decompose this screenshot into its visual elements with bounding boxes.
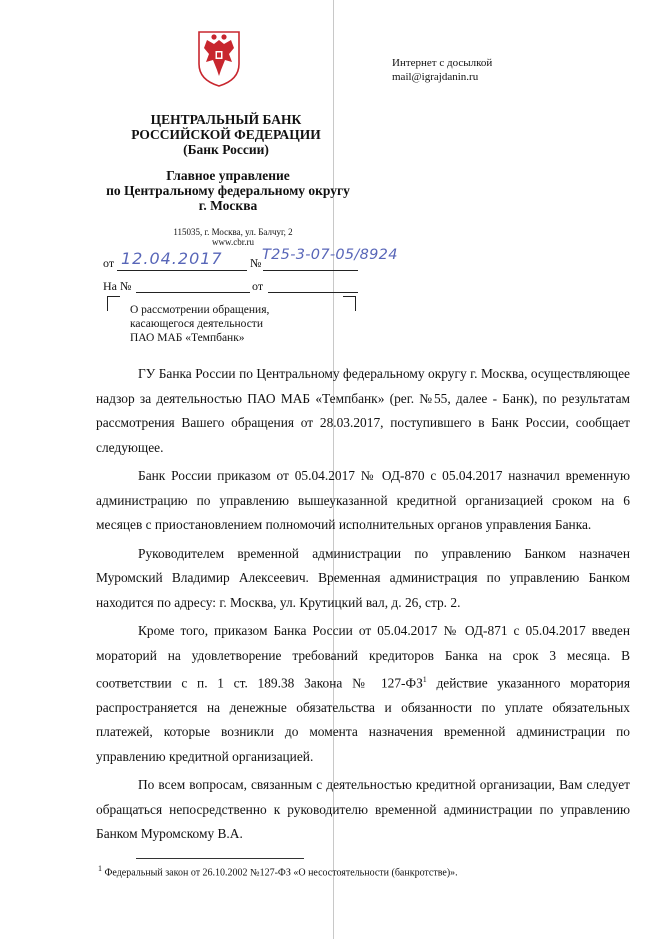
dept-line3: г. Москва — [198, 198, 258, 213]
website-line: www.cbr.ru — [212, 237, 254, 247]
subject-bracket-right — [343, 296, 356, 311]
paragraph-4 — [96, 619, 630, 769]
reference-label: На № — [103, 279, 132, 293]
bank-name-line2: РОССИЙСКОЙ ФЕДЕРАЦИИ — [131, 127, 321, 142]
paragraph-2: Банк России приказом от 05.04.2017 № ОД-870 с 05.04.2017 назначил временную администрацию по управлению вышеуказанной кредитной организацией сроком на 6 месяцев с приостановлением полномочий исполнительных органов управления Банка. — [96, 468, 630, 532]
reference-underline — [136, 292, 250, 293]
paragraph-1: ГУ Банка России по Центральному федеральному округу г. Москва, осуществляющее надзор за деятельностью ПАО МАБ «Темпбанк» (рег. №55, далее - Банк), по результатам рассмотрения Вашего обращения от 28.03.2017, поступившего в Банк России, сообщает следующее. — [96, 366, 630, 455]
coat-of-arms-icon — [196, 24, 242, 88]
recipient-block — [392, 56, 492, 84]
handwritten-number: Т25-3-07-05/8924 — [262, 247, 398, 263]
letter-body — [96, 362, 630, 851]
footnote-ref: 1 — [422, 675, 427, 684]
bank-name — [110, 112, 342, 157]
subject-block — [130, 303, 269, 345]
reference-from-label: от — [252, 279, 264, 293]
footnote-text: Федеральный закон от 26.10.2002 №127-ФЗ «О несостоятельности (банкротстве)». — [102, 867, 458, 879]
number-label: № — [250, 256, 262, 270]
bank-name-line3: (Банк России) — [183, 142, 269, 157]
footnote-marker: 1 — [98, 864, 102, 873]
dept-line1: Главное управление — [166, 168, 290, 183]
address-line: 115035, г. Москва, ул. Балчуг, 2 — [173, 227, 293, 237]
subject-bracket-left — [107, 296, 120, 311]
number-underline — [263, 270, 358, 271]
bank-name-line1: ЦЕНТРАЛЬНЫЙ БАНК — [150, 112, 302, 127]
date-label: от — [103, 256, 115, 270]
subject-line3: ПАО МАБ «Темпбанк» — [130, 332, 245, 344]
handwritten-date: 12.04.2017 — [121, 249, 223, 268]
subject-line2: касающегося деятельности — [130, 318, 263, 330]
dept-line2: по Центральному федеральному округу — [106, 183, 350, 198]
reference-date-underline — [268, 292, 358, 293]
department-name — [98, 168, 358, 213]
paragraph-5: По всем вопросам, связанным с деятельностью кредитной организации, Вам следует обращаться непосредственно к руководителю временной администрации по управлению Банком Муромскому В.А. — [96, 777, 630, 842]
bank-address — [128, 227, 338, 247]
paragraph-3: Руководителем временной администрации по управлению Банком назначен Муромский Владимир Алексеевич. Временная администрация по управлению Банком находится по адресу: г. Москва, ул. Крутицкий вал, д. 26, стр. 2. — [96, 545, 630, 610]
subject-line1: О рассмотрении обращения, — [130, 304, 270, 316]
date-underline — [117, 270, 247, 271]
paragraph-4-part2: действие указанного моратория распространяется на денежные обязательства и обязанности по уплате обязательных платежей, которые возникли до момента назначения временной администрации по управлению кредитной организацией. — [96, 675, 630, 764]
paragraph-4-part1: Кроме того, приказом Банка России от 05.04.2017 № ОД-871 с 05.04.2017 введен мораторий на удовлетворение требований кредиторов Банка на срок 3 месяца. В соответствии с п. 1 ст. 189.38 Закона № 127-ФЗ — [96, 623, 630, 691]
recipient-email: mail@igrajdanin.ru — [392, 71, 479, 83]
footnote — [98, 864, 458, 878]
footnote-divider — [136, 858, 304, 859]
recipient-line1: Интернет с досылкой — [392, 57, 493, 69]
